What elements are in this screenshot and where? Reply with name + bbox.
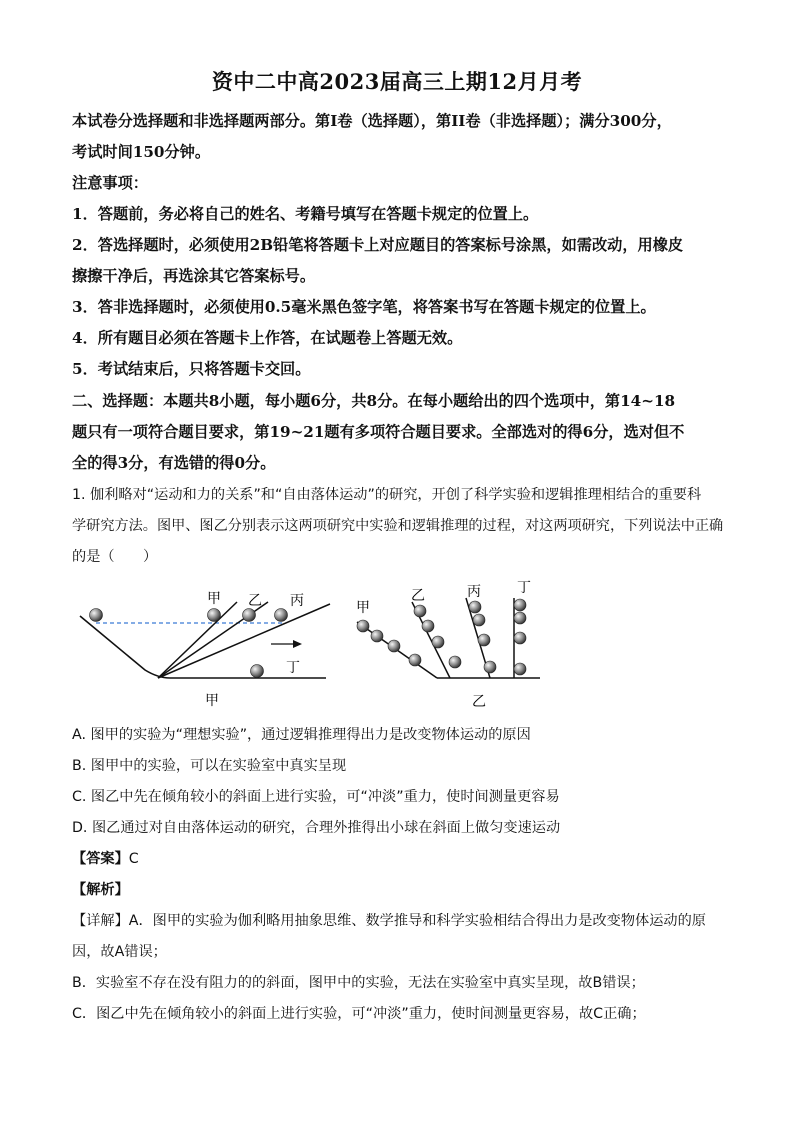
- detail-line: 因，故A错误；: [72, 944, 167, 960]
- notice-item: 擦擦干净后，再选涂其它答案标号。: [72, 267, 315, 285]
- section-heading: 题只有一项符合题目要求，第19~21题有多项符合题目要求。全部选对的得6分，选对但不: [72, 423, 685, 441]
- section-heading: 二、选择题：本题共8小题，每小题6分，共8分。在每小题给出的四个选项中，第14~18: [72, 392, 676, 410]
- figure-caption: 甲: [205, 693, 219, 709]
- question-figure: [0, 580, 794, 710]
- question-stem: 的是（ ）: [72, 549, 158, 565]
- detail-line: 【详解】A．图甲的实验为伽利略用抽象思维、数学推导和科学实验相结合得出力是改变物体运动的原: [72, 913, 706, 929]
- intro-line: 本试卷分选择题和非选择题两部分。第I卷（选择题），第II卷（非选择题）；满分300分，: [72, 112, 672, 130]
- detail-line: C．图乙中先在倾角较小的斜面上进行实验，可“冲淡”重力，使时间测量更容易，故C正确；: [72, 1006, 646, 1022]
- option-d: D. 图乙通过对自由落体运动的研究，合理外推得出小球在斜面上做匀变速运动: [72, 820, 561, 836]
- question-stem: 1. 伽利略对“运动和力的关系”和“自由落体运动”的研究，开创了科学实验和逻辑推理相结合的重要科: [72, 487, 702, 503]
- answer-tag: 【答案】: [72, 851, 129, 867]
- figure-left: [80, 591, 330, 709]
- notice-item: 4．所有题目必须在答题卡上作答，在试题卷上答题无效。: [72, 329, 463, 347]
- section-heading: 全的得3分，有选错的得0分。: [72, 454, 276, 472]
- option-c: C. 图乙中先在倾角较小的斜面上进行实验，可“冲淡”重力，使时间测量更容易: [72, 789, 560, 805]
- notice-item: 5．考试结束后，只将答题卡交回。: [72, 360, 311, 378]
- answer-value: C: [128, 851, 139, 867]
- figure-caption: 乙: [472, 694, 486, 710]
- figure-right: [356, 580, 540, 710]
- fig-label: 丙: [467, 584, 481, 600]
- page-title: 资中二中高2023届高三上期12月月考: [211, 69, 583, 94]
- fig-label: 丁: [517, 580, 531, 596]
- fig-label: 甲: [356, 600, 370, 616]
- option-a: A. 图甲的实验为“理想实验”，通过逻辑推理得出力是改变物体运动的原因: [72, 727, 531, 743]
- answer-line: [72, 848, 139, 868]
- intro-line: 考试时间150分钟。: [72, 143, 211, 161]
- option-b: B. 图甲中的实验，可以在实验室中真实呈现: [72, 758, 347, 774]
- notice-item: 2．答选择题时，必须使用2B铅笔将答题卡上对应题目的答案标号涂黑，如需改动，用橡皮: [72, 236, 684, 254]
- fig-label: 甲: [207, 591, 221, 607]
- notice-heading: 注意事项：: [72, 174, 148, 192]
- fig-label: 丁: [286, 660, 300, 676]
- notice-item: 3．答非选择题时，必须使用0.5毫米黑色签字笔，将答案书写在答题卡规定的位置上。: [72, 298, 656, 316]
- fig-label: 乙: [411, 588, 425, 604]
- notice-item: 1．答题前，务必将自己的姓名、考籍号填写在答题卡规定的位置上。: [72, 205, 539, 223]
- question-stem: 学研究方法。图甲、图乙分别表示这两项研究中实验和逻辑推理的过程，对这两项研究，下列说法中正确: [72, 518, 724, 534]
- detail-line: B．实验室不存在没有阻力的的斜面，图甲中的实验，无法在实验室中真实呈现，故B错误；: [72, 975, 645, 991]
- fig-label: 乙: [248, 593, 262, 609]
- fig-label: 丙: [290, 593, 304, 609]
- analysis-tag: 【解析】: [72, 882, 129, 898]
